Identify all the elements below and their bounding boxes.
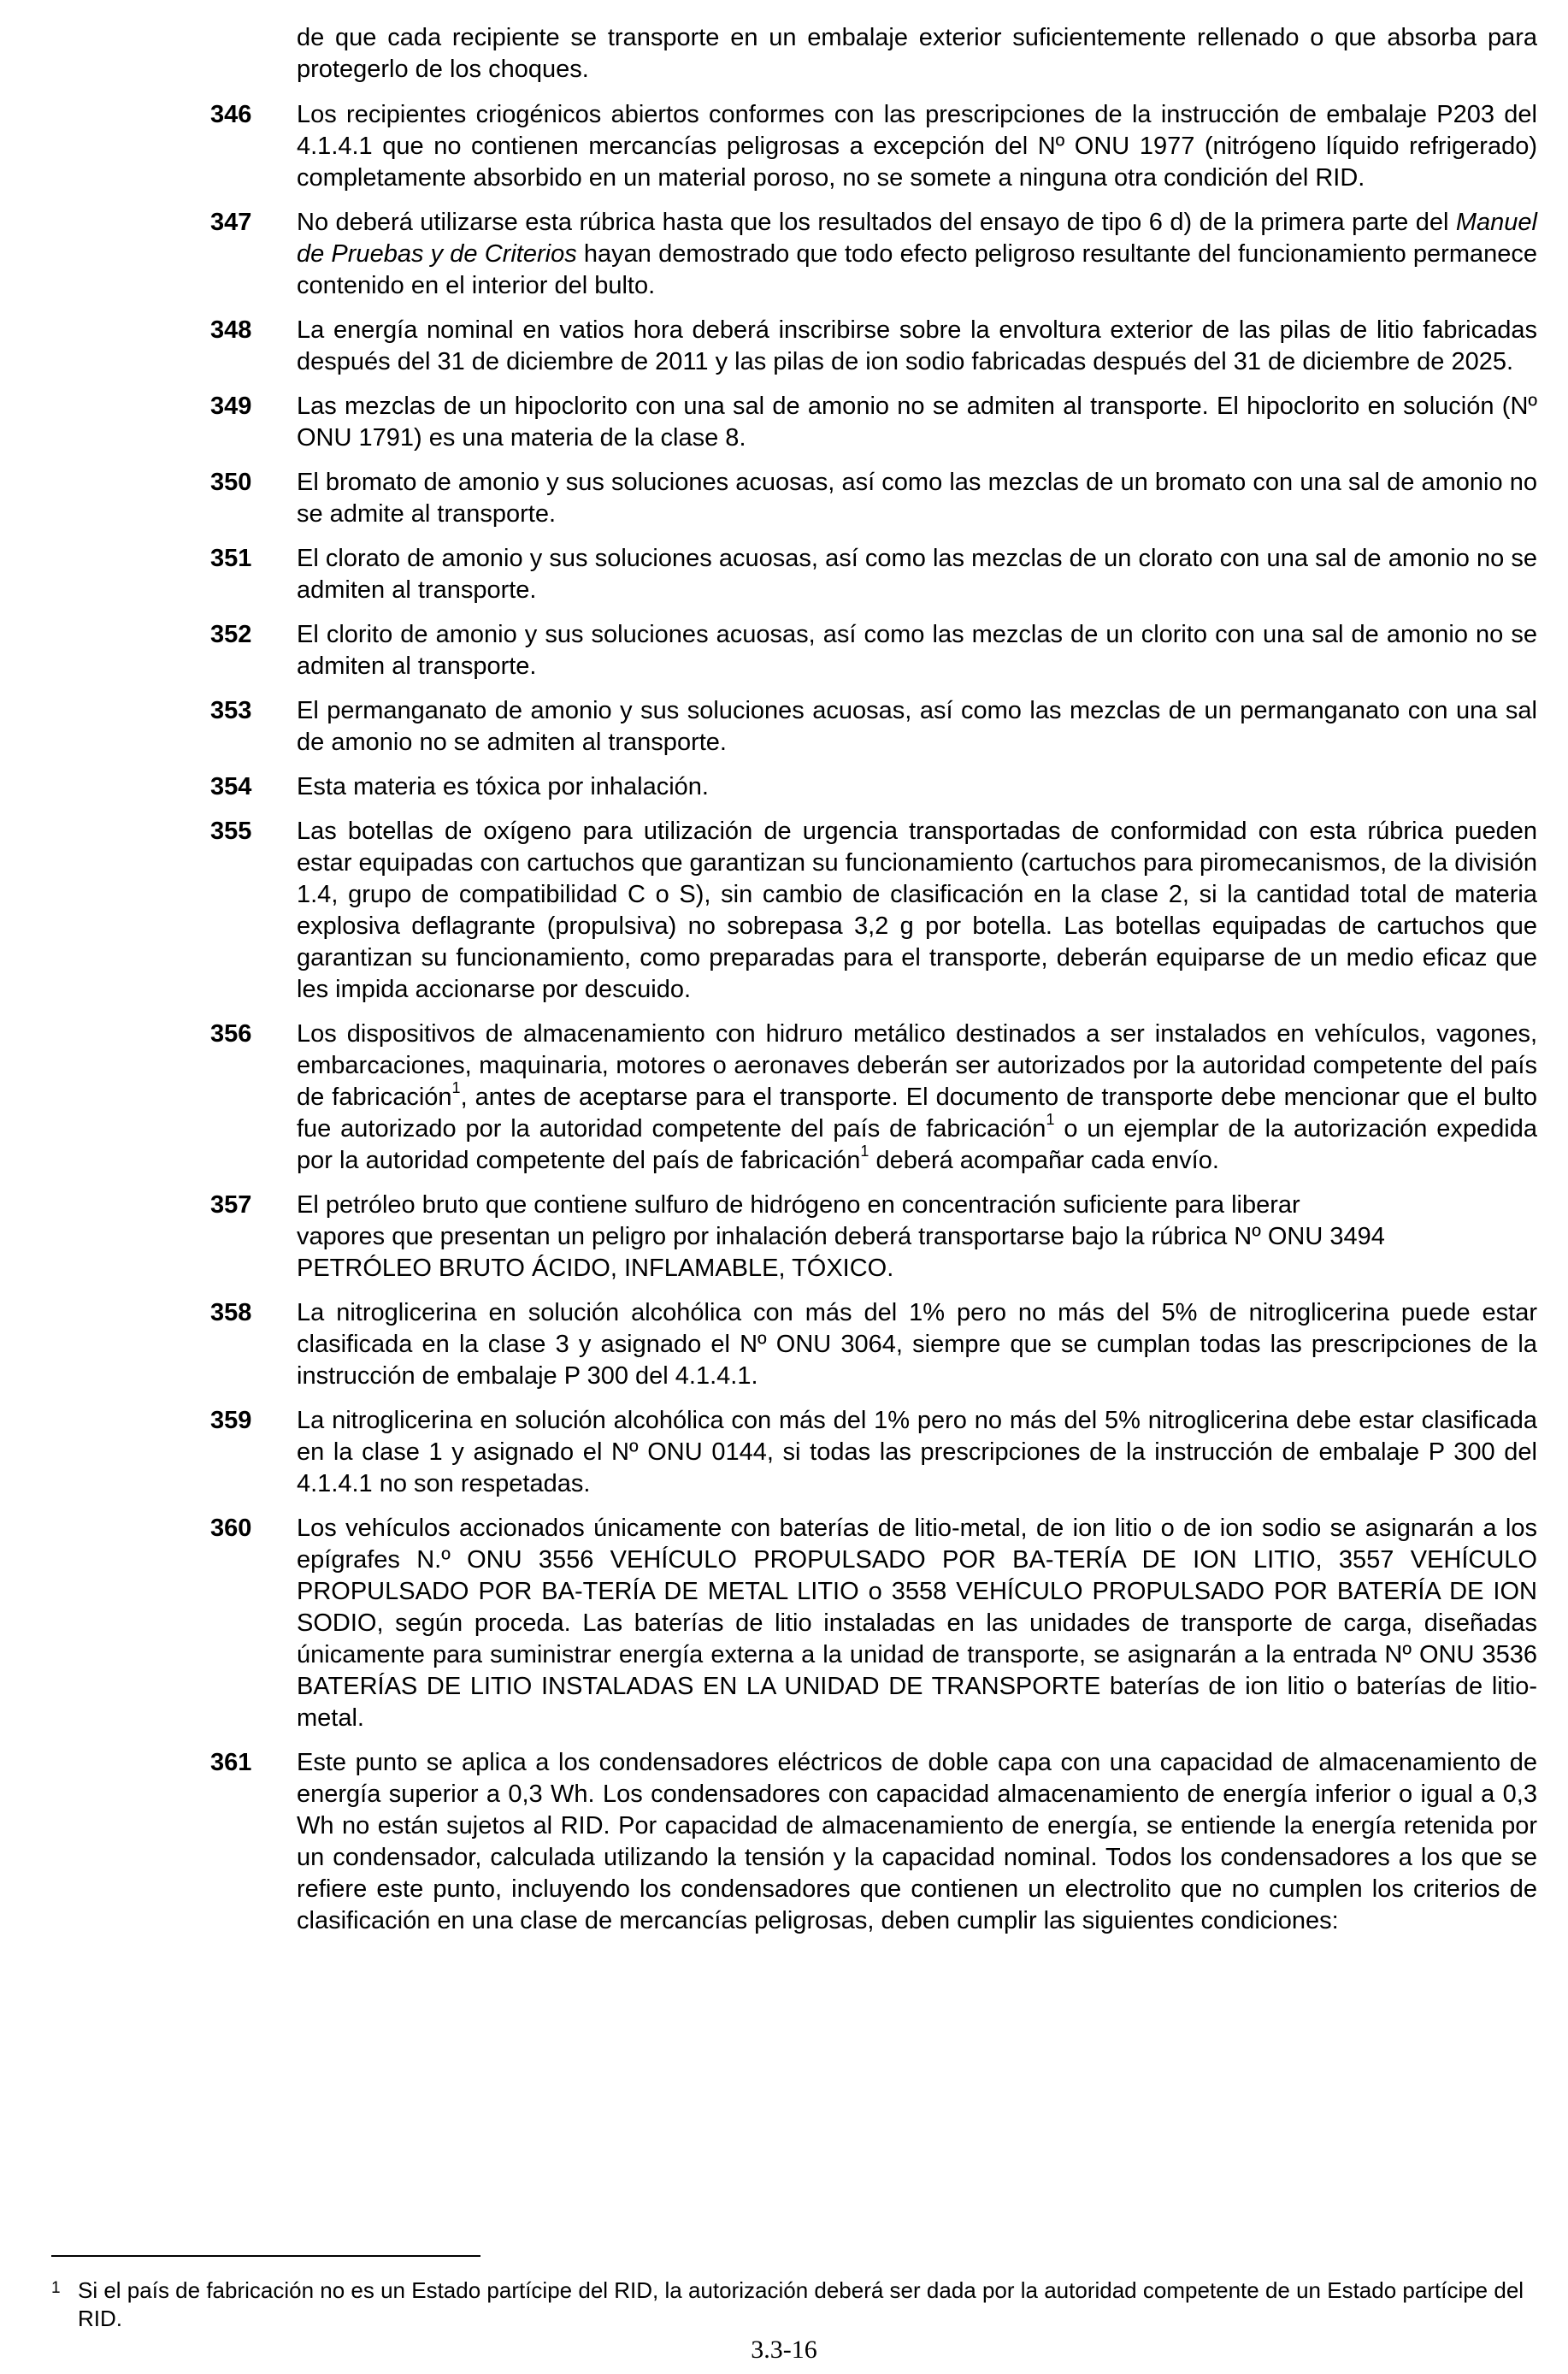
provision-359 [210, 1405, 1537, 1500]
provision-text [297, 207, 1537, 302]
provision-number: 347 [210, 209, 252, 236]
provision-357 [210, 1190, 1537, 1284]
footnote-reference: 1 [860, 1143, 869, 1160]
provision-text: Esta materia es tóxica por inhalación. [297, 773, 709, 800]
provision-360 [210, 1513, 1537, 1734]
provision-text: El clorato de amonio y sus soluciones acuosas, así como las mezclas de un clorato con una sal de amonio no se admiten al transporte. [297, 545, 1537, 604]
provision-346 [210, 99, 1537, 194]
provision-number: 358 [210, 1299, 252, 1326]
provision-text [297, 1019, 1537, 1177]
provision-number: 353 [210, 697, 252, 724]
provision-348 [210, 315, 1537, 378]
provision-351 [210, 543, 1537, 606]
footnote-reference: 1 [1046, 1111, 1055, 1129]
provision-text-part: hayan demostrado que todo efecto peligroso resultante del funcionamiento permanece contenido en el interior del bulto. [297, 240, 1537, 299]
provision-line: PETRÓLEO BRUTO ÁCIDO, INFLAMABLE, TÓXICO. [297, 1255, 894, 1282]
provision-number: 361 [210, 1749, 252, 1776]
provision-number: 350 [210, 469, 252, 496]
provision-text [297, 1190, 1537, 1284]
provision-350 [210, 467, 1537, 530]
provision-text: La nitroglicerina en solución alcohólica con más del 1% pero no más del 5% de nitroglicerina puede estar clasificada en la clase 3 y asignado el Nº ONU 3064, siempre que se cumplan todas las prescripciones de la instrucción de embalaje P 300 del 4.1.4.1. [297, 1299, 1537, 1390]
provision-text-part: deberá acompañar cada envío. [869, 1147, 1219, 1174]
provision-361 [210, 1747, 1537, 1937]
provision-line: vapores que presentan un peligro por inhalación deberá transportarse bajo la rúbrica Nº ONU 3494 [297, 1223, 1385, 1250]
provision-number: 349 [210, 393, 252, 420]
provision-text: Las mezclas de un hipoclorito con una sal de amonio no se admiten al transporte. El hipoclorito en solución (Nº ONU 1791) es una materia de la clase 8. [297, 393, 1537, 452]
provision-number: 346 [210, 101, 252, 128]
provision-text-part: , antes de aceptarse para el transporte. El documento de transporte debe mencionar que el bulto fue autorizado por la autoridad competente del país de fabricación [297, 1084, 1537, 1143]
provision-text: Las botellas de oxígeno para utilización de urgencia transportadas de conformidad con esta rúbrica pueden estar equipadas con cartuchos que garantizan su funcionamiento (cartuchos para piromecanismos, de la división 1.4, grupo de compatibilidad C o S), sin cambio de clasificación en la clase 2, si la cantidad total de materia explosiva deflagrante (propulsiva) no sobrepasa 3,2 g por botella. Las botellas equipadas de cartuchos que garantizan su funcionamiento, como preparadas para el transporte, deberán equiparse de un medio eficaz que les impida accionarse por descuido. [297, 818, 1537, 1003]
footnote-divider [51, 2255, 480, 2257]
provision-text-part: o un ejemplar de la autorización expedida por la autoridad competente del país de fabricación [297, 1115, 1537, 1174]
provision-number: 356 [210, 1020, 252, 1048]
provision-text: Los vehículos accionados únicamente con baterías de litio-metal, de ion litio o de ion sodio se asignarán a los epígrafes N.º ONU 3556 VEHÍCULO PROPULSADO POR BA-TERÍA DE ION LITIO, 3557 VEHÍCULO PROPULSADO POR BA-TERÍA DE METAL LITIO o 3558 VEHÍCULO PROPULSADO POR BATERÍA DE ION SODIO, según proceda. Las baterías de litio instaladas en las unidades de transporte de carga, diseñadas únicamente para suministrar energía externa a la unidad de transporte, se asignarán a la entrada Nº ONU 3536 BATERÍAS DE LITIO INSTALADAS EN LA UNIDAD DE TRANSPORTE baterías de ion litio o baterías de litio-metal. [297, 1515, 1537, 1732]
provision-number: 355 [210, 818, 252, 845]
provision-number: 351 [210, 545, 252, 572]
provision-352 [210, 619, 1537, 682]
provision-353 [210, 695, 1537, 759]
provision-line: El petróleo bruto que contiene sulfuro de hidrógeno en concentración suficiente para liberar [297, 1191, 1300, 1219]
provision-355 [210, 816, 1537, 1006]
footnote-text: Si el país de fabricación no es un Estado partícipe del RID, la autorización deberá ser dada por la autoridad competente de un Estado partícipe del RID. [78, 2277, 1524, 2331]
continuation-paragraph: de que cada recipiente se transporte en un embalaje exterior suficientemente rellenado o que absorba para protegerlo de los choques. [297, 24, 1537, 83]
provision-number: 348 [210, 316, 252, 344]
footnote [51, 2277, 1537, 2333]
provision-number: 357 [210, 1191, 252, 1219]
provision-number: 352 [210, 621, 252, 648]
provision-number: 354 [210, 773, 252, 800]
provision-text: Este punto se aplica a los condensadores eléctricos de doble capa con una capacidad de almacenamiento de energía superior a 0,3 Wh. Los condensadores con capacidad almacenamiento de energía inferior o igual a 0,3 Wh no están sujetos al RID. Por capacidad de almacenamiento de energía, se entiende la energía retenida por un condensador, calculada utilizando la tensión y la capacidad nominal. Todos los condensadores a los que se refiere este punto, incluyendo los condensadores que contienen un electrolito que no cumplen los criterios de clasificación en una clase de mercancías peligrosas, deben cumplir las siguientes condiciones: [297, 1749, 1537, 1934]
provision-number: 360 [210, 1515, 252, 1542]
page-number: 3.3-16 [751, 2336, 817, 2364]
manual-title: Manuel de Pruebas y de Criterios [297, 209, 1537, 268]
provision-354 [210, 771, 1537, 803]
provision-text: El bromato de amonio y sus soluciones acuosas, así como las mezclas de un bromato con una sal de amonio no se admite al transporte. [297, 469, 1537, 528]
provision-356 [210, 1019, 1537, 1177]
provision-text-part: Los dispositivos de almacenamiento con hidruro metálico destinados a ser instalados en vehículos, vagones, embarcaciones, maquinaria, motores o aeronaves deberán ser autorizados por la autoridad competente del país de fabricación [297, 1020, 1537, 1111]
provision-text: La nitroglicerina en solución alcohólica con más del 1% pero no más del 5% nitroglicerina debe estar clasificada en la clase 1 y asignado el Nº ONU 0144, si todas las prescripciones de la instrucción de embalaje P 300 del 4.1.4.1 no son respetadas. [297, 1407, 1537, 1497]
provision-text-part: No deberá utilizarse esta rúbrica hasta que los resultados del ensayo de tipo 6 d) de la primera parte del [297, 209, 1456, 236]
provision-347 [210, 207, 1537, 302]
provision-text: El permanganato de amonio y sus soluciones acuosas, así como las mezclas de un permanganato con una sal de amonio no se admiten al transporte. [297, 697, 1537, 756]
provision-number: 359 [210, 1407, 252, 1434]
provision-text: La energía nominal en vatios hora deberá inscribirse sobre la envoltura exterior de las pilas de litio fabricadas después del 31 de diciembre de 2011 y las pilas de ion sodio fabricadas después del 31 de diciembre de 2025. [297, 316, 1537, 375]
provision-text: El clorito de amonio y sus soluciones acuosas, así como las mezclas de un clorito con una sal de amonio no se admiten al transporte. [297, 621, 1537, 680]
provision-text: Los recipientes criogénicos abiertos conformes con las prescripciones de la instrucción de embalaje P203 del 4.1.4.1 que no contienen mercancías peligrosas a excepción del Nº ONU 1977 (nitrógeno líquido refrigerado) completamente absorbido en un material poroso, no se somete a ninguna otra condición del RID. [297, 101, 1537, 192]
provision-358 [210, 1297, 1537, 1392]
footnote-mark: 1 [51, 2279, 61, 2297]
provision-349 [210, 391, 1537, 454]
special-provisions-list [210, 22, 1537, 1950]
footnote-reference: 1 [451, 1079, 461, 1097]
